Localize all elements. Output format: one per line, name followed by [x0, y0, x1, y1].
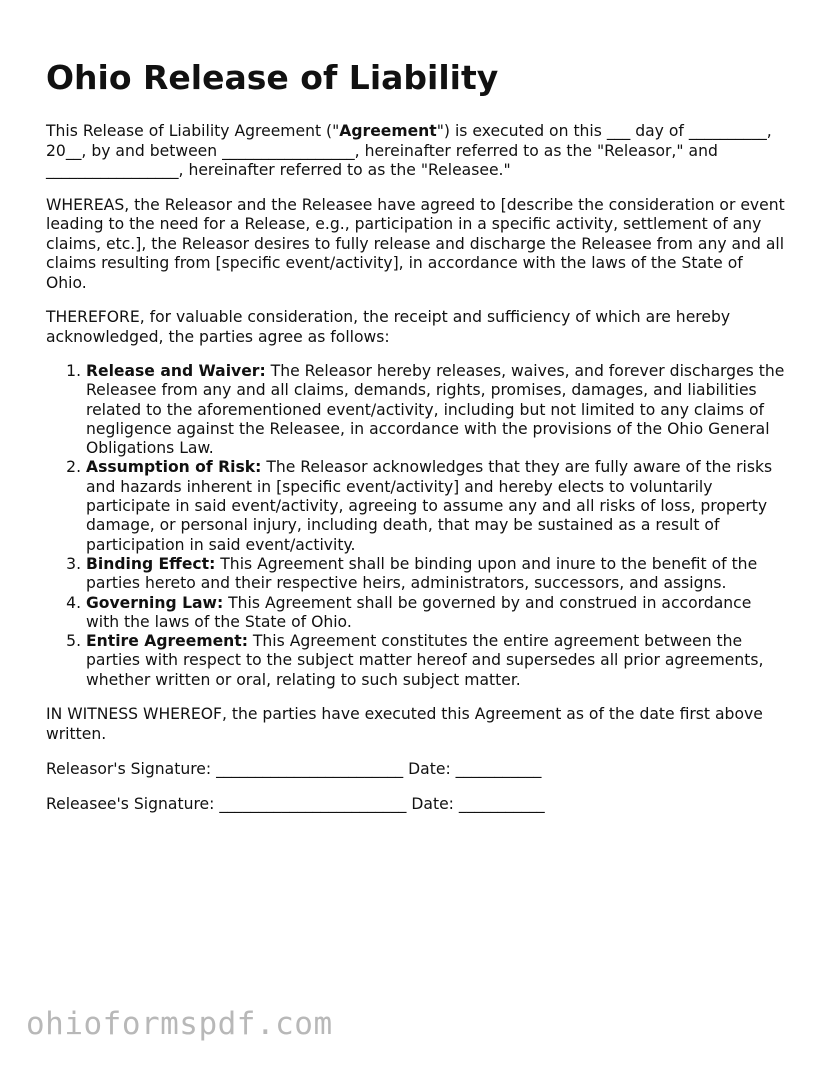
- document-page: [46, 58, 786, 829]
- clause-text: This Agreement shall be governed by and construed in accordance with the laws of the State of Ohio.: [86, 593, 752, 631]
- document-title: Ohio Release of Liability: [46, 58, 499, 97]
- whereas-paragraph: WHEREAS, the Releasor and the Releasee have agreed to [describe the consideration or event leading to the need for a Release, e.g., participation in a specific activity, settlement of any claims, etc.], the Releasor desires to fully release and discharge the Releasee from any and all claims resulting from [specific event/activity], in accordance with the laws of the State of Ohio.: [46, 195, 785, 292]
- clause-text: This Agreement shall be binding upon and inure to the benefit of the parties hereto and their respective heirs, administrators, successors, and assigns.: [86, 554, 758, 593]
- clause-binding-effect: [86, 555, 786, 594]
- clause-entire-agreement: [86, 632, 786, 690]
- clause-text: This Agreement constitutes the entire agreement between the parties with respect to the subject matter hereof and supersedes all prior agreements, whether written or oral, relating to such subject matter.: [86, 632, 764, 689]
- intro-text-end: ") is executed on this ___ day of __________, 20__, by and between _________________, hereinafter referred to as the "Releasor," and _________________, hereinafter referred to as the "Releasee.": [46, 122, 772, 179]
- clause-heading: Assumption of Risk:: [86, 458, 262, 477]
- intro-text-start: This Release of Liability Agreement (": [46, 122, 340, 140]
- clause-heading: Governing Law:: [86, 593, 224, 612]
- clauses-list: [46, 362, 786, 690]
- clause-heading: Entire Agreement:: [86, 632, 248, 651]
- therefore-paragraph: THEREFORE, for valuable consideration, the receipt and sufficiency of which are hereby acknowledged, the parties agree as follows:: [46, 308, 731, 346]
- clause-release-waiver: [86, 362, 786, 458]
- intro-agreement-term: Agreement: [339, 122, 437, 140]
- clause-heading: Binding Effect:: [86, 554, 216, 573]
- clause-assumption-risk: [86, 458, 786, 554]
- intro-paragraph: [46, 122, 786, 181]
- clause-governing-law: [86, 594, 786, 633]
- clause-text: The Releasor hereby releases, waives, and forever discharges the Releasee from any and all claims, demands, rights, promises, damages, and liabilities related to the aforementioned event/activity, including but not limited to any claims of negligence against the Releasee, in accordance with the provisions of the Ohio General Obligations Law.: [86, 362, 785, 458]
- clause-text: The Releasor acknowledges that they are fully aware of the risks and hazards inherent in [specific event/activity] and hereby elects to voluntarily participate in said event/activity, agreeing to assume any and all risks of loss, property damage, or personal injury, including death, that may be sustained as a result of participation in said event/activity.: [86, 458, 773, 554]
- clause-heading: Release and Waiver:: [86, 362, 266, 380]
- witness-paragraph: IN WITNESS WHEREOF, the parties have executed this Agreement as of the date first above written.: [46, 705, 763, 743]
- site-watermark: ohioformspdf.com: [26, 1006, 333, 1042]
- releasee-signature-line: Releasee's Signature: ________________________ Date: ___________: [46, 795, 545, 814]
- releasor-signature-line: Releasor's Signature: ________________________ Date: ___________: [46, 760, 542, 779]
